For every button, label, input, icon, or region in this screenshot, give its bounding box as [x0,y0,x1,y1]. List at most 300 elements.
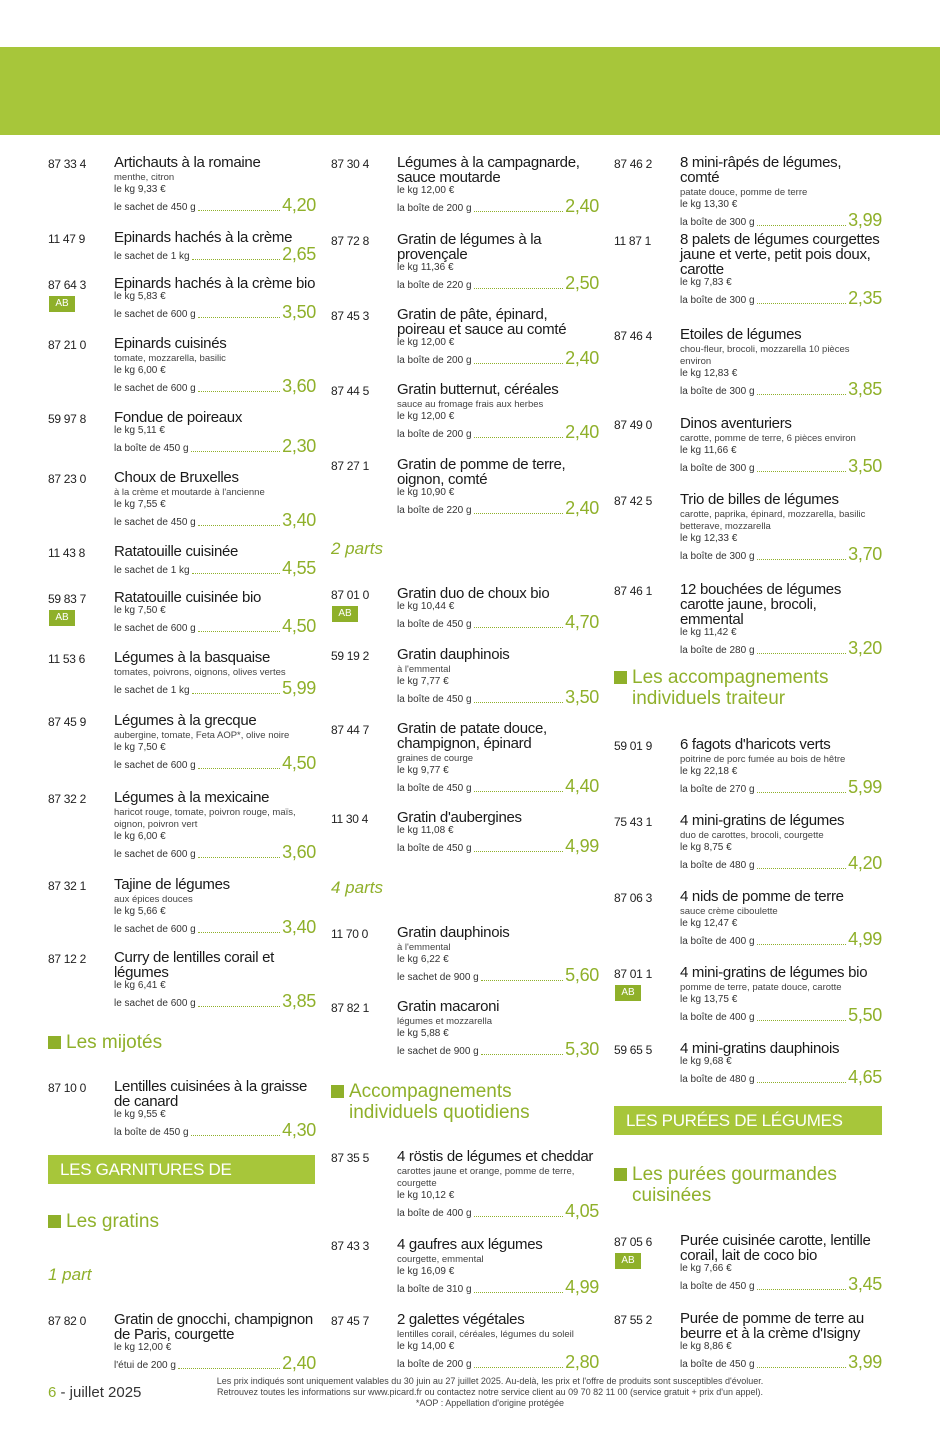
dotted-leader [757,1082,847,1083]
section-mijotes [48,1032,162,1053]
dotted-leader [198,631,280,632]
product-price: 3,60 [282,376,316,396]
banner-text: LES PURÉES DE LÉGUMES [626,1111,843,1130]
product-name: 4 nids de pomme de terre [680,888,844,905]
product-name: 8 mini-râpés de légumes, comté [680,154,842,186]
product-body [114,1312,316,1372]
product-body [680,737,882,796]
page-number-value: 6 [48,1384,57,1401]
product-code: 87 44 5 [331,384,369,398]
organic-bio-icon: AB [615,985,641,1001]
product-code: 87 82 1 [331,1001,369,1015]
pack-price-row [680,854,882,872]
product-name: 4 mini-gratins dauphinois [680,1040,840,1057]
product-price: 3,45 [848,1274,882,1294]
product-name: Légumes à la grecque [114,712,257,729]
product-name: Gratin macaroni [397,998,500,1015]
product-body [680,155,882,229]
product-item [48,410,316,455]
product-item [48,470,316,529]
product-code: 87 82 0 [48,1314,86,1328]
pack-price-row [680,1006,882,1024]
product-description: poitrine de porc fumée au bois de hêtre [680,754,846,765]
product-description: sauce au fromage frais aux herbes [397,399,544,410]
product-code: 59 97 8 [48,412,86,426]
product-price: 3,85 [848,379,882,399]
price-per-kg: le kg 7,50 € [114,605,166,616]
part-title-1: 1 part [48,1265,92,1284]
pack-price-row [114,1354,316,1372]
product-name: 4 gaufres aux légumes [397,1236,543,1253]
price-per-kg: le kg 5,83 € [114,291,166,302]
pack-size: la boîte de 220 g [397,505,472,516]
product-body [114,590,316,635]
product-item [614,416,882,475]
product-price: 5,99 [282,678,316,698]
pack-size: la boîte de 270 g [680,784,755,795]
pack-size: la boîte de 200 g [397,355,472,366]
pack-price-row [397,499,599,517]
product-description: aubergine, tomate, Feta AOP*, olive noire [114,730,290,741]
product-item [48,230,316,263]
pack-size: le sachet de 1 kg [114,685,190,696]
price-per-kg: le kg 11,08 € [397,825,454,836]
pack-size: la boîte de 450 g [397,694,472,705]
product-code: 87 42 5 [614,494,652,508]
product-body [114,336,316,395]
product-name: Légumes à la mexicaine [114,789,270,806]
section-title-text: Accompagnements individuels quotidiens [349,1081,530,1123]
product-body [114,230,316,263]
product-description: tomates, poivrons, oignons, olives vertes [114,667,286,678]
product-body [397,647,599,706]
section-title-text: Les accompagnements individuels traiteur [632,667,829,709]
price-per-kg: le kg 11,42 € [680,627,737,638]
price-per-kg: le kg 12,00 € [397,411,455,422]
pack-size: la boîte de 450 g [114,1127,189,1138]
product-item [48,1079,316,1139]
product-item [614,327,882,398]
product-code: 87 46 2 [614,157,652,171]
dotted-leader [474,437,564,438]
pack-price-row [680,545,882,563]
product-body [397,999,599,1058]
product-code: 87 10 0 [48,1081,86,1095]
pack-price-row [114,303,316,321]
price-per-kg: le kg 16,09 € [397,1266,455,1277]
pack-size: le sachet de 600 g [114,924,196,935]
dotted-leader [474,288,564,289]
product-price: 4,20 [282,195,316,215]
product-code: 87 06 3 [614,891,652,905]
product-item [48,276,316,321]
pack-size: la boîte de 220 g [397,280,472,291]
dotted-leader [481,1054,563,1055]
product-price: 4,05 [565,1201,599,1221]
product-price: 4,40 [565,776,599,796]
pack-price-row [397,1278,599,1296]
part-title-4: 4 parts [331,878,383,897]
product-code: 87 72 8 [331,234,369,248]
product-code: 11 43 8 [48,546,86,560]
dotted-leader [198,1006,280,1007]
pack-price-row [114,196,316,214]
pack-price-row [680,1353,882,1371]
product-code: 11 87 1 [614,234,652,248]
product-code: 59 83 7 [48,592,86,606]
pack-price-row [680,1068,882,1086]
product-code: 87 12 2 [48,952,86,966]
product-item [48,950,316,1010]
banner-text: LES GARNITURES DE LÉGUMES [60,1160,232,1208]
pack-price-row [114,245,316,263]
price-per-kg: le kg 6,00 € [114,365,166,376]
dotted-leader [757,225,847,226]
product-price: 3,99 [848,1352,882,1372]
product-description: carotte, paprika, épinard, mozzarella, basilic betterave, mozzarella [680,509,866,532]
product-price: 4,99 [848,929,882,949]
product-body [397,925,599,984]
price-per-kg: le kg 6,00 € [114,831,166,842]
product-code: 87 43 3 [331,1239,369,1253]
product-body [114,155,316,214]
organic-bio-icon: AB [332,606,358,622]
product-body [397,810,599,855]
price-per-kg: le kg 6,41 € [114,980,166,991]
product-price: 3,50 [282,302,316,322]
product-code: 87 05 6 [614,1235,652,1249]
dotted-leader [474,851,564,852]
dotted-leader [757,1289,847,1290]
product-name: Gratin dauphinois [397,924,510,941]
product-name: Gratin dauphinois [397,646,510,663]
product-name: 4 mini-gratins de légumes [680,812,845,829]
page-date: - juillet 2025 [56,1384,142,1401]
product-price: 4,50 [282,753,316,773]
pack-size: la boîte de 400 g [680,936,755,947]
product-code: 87 01 1 [614,967,652,981]
product-name: Lentilles cuisinées à la graisse de canard [114,1078,308,1110]
product-body [114,650,316,697]
price-per-kg: le kg 9,55 € [114,1109,166,1120]
pack-size: l'étui de 200 g [114,1360,176,1371]
banner-garnitures [48,1155,315,1208]
square-bullet-icon [331,1085,344,1098]
product-code: 87 01 0 [331,588,369,602]
product-description: menthe, citron [114,172,175,183]
square-bullet-icon [614,1168,627,1181]
product-code: 11 70 0 [331,927,369,941]
product-price: 3,50 [565,687,599,707]
pack-size: la boîte de 300 g [680,386,755,397]
product-price: 5,99 [848,777,882,797]
pack-price-row [397,837,599,855]
product-code: 87 23 0 [48,472,86,486]
product-body [680,582,882,657]
product-item [614,1311,882,1371]
price-per-kg: le kg 7,83 € [680,277,732,288]
pack-price-row [397,423,599,441]
dotted-leader [474,1216,564,1217]
product-item [614,492,882,563]
product-item [331,232,599,292]
product-price: 2,30 [282,436,316,456]
product-name: Epinards hachés à la crème [114,229,293,246]
product-price: 4,50 [282,616,316,636]
dotted-leader [474,513,564,514]
product-description: à la crème et moutarde à l'ancienne [114,487,265,498]
pack-size: la boîte de 300 g [680,463,755,474]
product-price: 2,40 [565,422,599,442]
product-description: duo de carottes, brocoli, courgette [680,830,824,841]
pack-price-row [397,274,599,292]
product-description: courgette, emmental [397,1254,484,1265]
product-body [114,790,316,861]
product-price: 3,20 [848,638,882,658]
product-body [680,492,882,563]
price-per-kg: le kg 7,55 € [114,499,166,510]
product-item [331,382,599,441]
price-per-kg: le kg 5,88 € [397,1028,449,1039]
product-name: Purée cuisinée carotte, lentille corail, lait de coco bio [680,1232,871,1264]
pack-size: la boîte de 400 g [680,1012,755,1023]
product-name: Tajine de légumes [114,876,230,893]
pack-size: la boîte de 450 g [680,1281,755,1292]
pack-price-row [397,688,599,706]
product-name: 2 galettes végétales [397,1311,525,1328]
part-title-2: 2 parts [331,539,383,558]
pack-size: le sachet de 600 g [114,309,196,320]
product-price: 2,35 [848,288,882,308]
product-item [614,582,882,657]
product-name: Epinards cuisinés [114,335,227,352]
dotted-leader [191,451,281,452]
price-per-kg: le kg 5,66 € [114,906,166,917]
price-per-kg: le kg 8,75 € [680,842,732,853]
section-accompagnements-quotidiens [331,1081,589,1123]
pack-price-row [114,918,316,936]
product-price: 3,70 [848,544,882,564]
product-name: Trio de billes de légumes [680,491,839,508]
price-per-kg: le kg 5,11 € [114,425,165,436]
product-body [397,1149,599,1220]
pack-size: la boîte de 450 g [397,783,472,794]
page-number [48,1384,141,1401]
product-body [114,1079,316,1139]
product-name: 4 mini-gratins de légumes bio [680,964,868,981]
pack-price-row [680,778,882,796]
dotted-leader [757,1020,847,1021]
product-body [680,416,882,475]
product-description: chou-fleur, brocoli, mozzarella 10 pièces environ [680,344,850,367]
pack-price-row [114,617,316,635]
price-per-kg: le kg 13,30 € [680,199,738,210]
dotted-leader [474,211,564,212]
price-per-kg: le kg 9,33 € [114,184,166,195]
product-code: 59 65 5 [614,1043,652,1057]
product-item [331,586,599,631]
product-price: 2,40 [565,498,599,518]
product-body [680,889,882,948]
price-per-kg: le kg 13,75 € [680,994,738,1005]
dotted-leader [757,868,847,869]
product-body [397,1237,599,1296]
top-color-band [0,47,940,135]
product-price: 5,30 [565,1039,599,1059]
product-name: Ratatouille cuisinée [114,543,239,560]
dotted-leader [198,768,280,769]
product-code: 87 55 2 [614,1313,652,1327]
product-name: Artichauts à la romaine [114,154,261,171]
product-name: Choux de Bruxelles [114,469,239,486]
product-description: à l'emmental [397,942,451,953]
product-price: 2,80 [565,1352,599,1372]
pack-price-row [397,197,599,215]
product-price: 3,40 [282,510,316,530]
product-item [48,1312,316,1372]
product-body [680,1311,882,1371]
product-code: 11 47 9 [48,232,86,246]
product-body [397,1312,599,1371]
product-code: 87 27 1 [331,459,369,473]
product-price: 2,40 [565,348,599,368]
pack-size: la boîte de 480 g [680,1074,755,1085]
pack-price-row [114,1121,316,1139]
pack-price-row [114,377,316,395]
pack-size: le sachet de 600 g [114,623,196,634]
price-per-kg: le kg 8,86 € [680,1341,732,1352]
price-per-kg: le kg 10,90 € [397,487,455,498]
dotted-leader [757,1367,847,1368]
dotted-leader [757,471,847,472]
product-item [614,737,882,796]
product-price: 2,40 [565,196,599,216]
product-name: Fondue de poireaux [114,409,243,426]
product-name: 12 bouchées de légumes carotte jaune, brocoli, emmental [680,581,842,628]
product-item [331,647,599,706]
product-price: 3,85 [282,991,316,1011]
product-price: 4,99 [565,836,599,856]
pack-price-row [114,511,316,529]
pack-price-row [680,289,882,307]
pack-price-row [680,380,882,398]
dotted-leader [198,210,280,211]
section-title-text: Les mijotés [66,1032,163,1053]
product-name: Gratin duo de choux bio [397,585,550,602]
product-code: 87 32 2 [48,792,86,806]
product-code: 87 64 3 [48,278,86,292]
product-code: 59 19 2 [331,649,369,663]
product-name: Gratin de patate douce, champignon, épinard [397,720,547,752]
product-body [680,813,882,872]
pack-size: le sachet de 1 kg [114,565,190,576]
dotted-leader [198,525,280,526]
product-code: 87 30 4 [331,157,369,171]
product-price: 4,55 [282,558,316,578]
product-body [114,713,316,772]
pack-price-row [397,1040,599,1058]
pack-size: le sachet de 450 g [114,517,196,528]
product-code: 11 53 6 [48,652,86,666]
square-bullet-icon [48,1036,61,1049]
product-body [680,1041,882,1086]
product-price: 2,65 [282,244,316,264]
price-per-kg: le kg 10,44 € [397,601,455,612]
price-per-kg: le kg 22,18 € [680,766,738,777]
pack-price-row [397,349,599,367]
product-item [614,155,882,229]
product-item [48,544,316,577]
product-name: 4 röstis de légumes et cheddar [397,1148,594,1165]
section-title-text: Les purées gourmandes cuisinées [632,1164,837,1206]
product-price: 4,99 [565,1277,599,1297]
footer-line-3: *AOP : Appellation d'origine protégée [415,1398,565,1408]
product-item [331,155,599,215]
product-description: carotte, pomme de terre, 6 pièces environ [680,433,856,444]
price-per-kg: le kg 7,77 € [397,676,449,687]
product-body [680,232,882,307]
organic-bio-icon: AB [615,1253,641,1269]
dotted-leader [757,559,847,560]
product-price: 3,50 [848,456,882,476]
product-description: sauce crème ciboulette [680,906,778,917]
product-body [114,950,316,1010]
dotted-leader [192,573,281,574]
product-name: Gratin de gnocchi, champignon de Paris, courgette [114,1311,313,1343]
product-item [614,1233,882,1293]
product-description: lentilles corail, céréales, légumes du soleil [397,1329,574,1340]
price-per-kg: le kg 9,77 € [397,765,449,776]
pack-size: la boîte de 450 g [114,443,189,454]
pack-size: le sachet de 450 g [114,202,196,213]
product-body [397,232,599,292]
product-item [48,650,316,697]
product-item [331,1312,599,1371]
product-price: 4,65 [848,1067,882,1087]
product-code: 11 30 4 [331,812,369,826]
product-code: 87 45 9 [48,715,86,729]
price-per-kg: le kg 7,66 € [680,1263,732,1274]
pack-size: le sachet de 1 kg [114,251,190,262]
product-body [114,276,316,321]
dotted-leader [757,792,847,793]
product-body [397,307,599,367]
product-code: 59 01 9 [614,739,652,753]
product-price: 3,40 [282,917,316,937]
price-per-kg: le kg 12,00 € [397,337,455,348]
product-name: Gratin de pâte, épinard, poireau et sauce au comté [397,306,567,338]
pack-size: le sachet de 600 g [114,998,196,1009]
section-gratins [48,1211,159,1232]
product-body [397,382,599,441]
dotted-leader [474,627,564,628]
pack-price-row [114,754,316,772]
product-price: 2,50 [565,273,599,293]
product-body [114,470,316,529]
product-name: 6 fagots d'haricots verts [680,736,831,753]
square-bullet-icon [614,671,627,684]
pack-price-row [397,613,599,631]
product-body [114,410,316,455]
pack-price-row [114,843,316,861]
pack-price-row [114,437,316,455]
pack-price-row [114,679,316,697]
dotted-leader [757,944,847,945]
pack-price-row [397,1202,599,1220]
product-item [48,713,316,772]
dotted-leader [192,259,281,260]
price-per-kg: le kg 12,33 € [680,533,738,544]
